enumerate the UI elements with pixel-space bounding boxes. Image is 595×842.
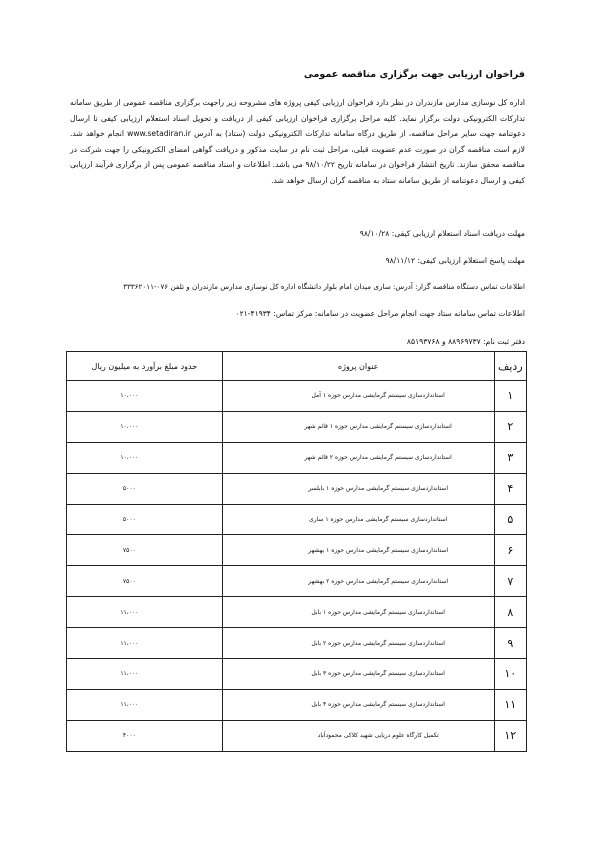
project-title: استانداردسازی سیستم گرمایشی مدارس حوزه ۱ بهشهر xyxy=(222,535,494,566)
table-header-row xyxy=(67,352,527,381)
project-title: استانداردسازی سیستم گرمایشی مدارس حوزه ۳ بابل xyxy=(222,659,494,690)
estimated-cost: ۱۱،۰۰۰ xyxy=(67,659,223,690)
project-title: استانداردسازی سیستم گرمایشی مدارس حوزه ۲ بابل xyxy=(222,628,494,659)
table-row xyxy=(67,381,527,412)
row-number: ۳ xyxy=(494,442,526,473)
row-number: ۴ xyxy=(494,473,526,504)
row-number: ۶ xyxy=(494,535,526,566)
row-number: ۵ xyxy=(494,504,526,535)
row-number: ۹ xyxy=(494,628,526,659)
row-number: ۱۲ xyxy=(494,720,526,751)
registration-office: دفتر ثبت نام: ۸۸۹۶۹۷۳۷ و ۸۵۱۹۳۷۶۸ xyxy=(406,337,525,346)
header-project-title: عنوان پروژه xyxy=(222,352,494,381)
estimated-cost: ۱۰،۰۰۰ xyxy=(67,442,223,473)
estimated-cost: ۷۵۰۰ xyxy=(67,566,223,597)
project-title: تکمیل کارگاه علوم دریایی شهید کلاکی محمودآباد xyxy=(222,720,494,751)
header-row-number: ردیف xyxy=(494,352,526,381)
table-body xyxy=(67,381,527,752)
row-number: ۲ xyxy=(494,411,526,442)
deadline-response: مهلت پاسخ استعلام ارزیابی کیفی: ۹۸/۱۱/۱۲ xyxy=(385,256,525,265)
table-row xyxy=(67,659,527,690)
header-estimated-cost: حدود مبلغ برآورد به میلیون ریال xyxy=(67,352,223,381)
project-title: استانداردسازی سیستم گرمایشی مدارس حوزه ۲ قائم شهر xyxy=(222,442,494,473)
table-row xyxy=(67,566,527,597)
contact-setad: اطلاعات تماس سامانه ستاد جهت انجام مراحل عضویت در سامانه: مرکز تماس: ۴۱۹۳۴-۰۲۱ xyxy=(235,309,525,318)
contact-organizer: اطلاعات تماس دستگاه مناقصه گزار: آدرس: ساری میدان امام بلوار دانشگاه اداره کل نوسازی مدارس مازندران و تلفن ۰۷۶-۳۳۳۶۲۰۱۱ xyxy=(123,282,525,291)
document-title: فراخوان ارزیابی جهت برگزاری مناقصه عمومی xyxy=(303,69,525,80)
table-row xyxy=(67,720,527,751)
table-row xyxy=(67,442,527,473)
estimated-cost: ۱۰،۰۰۰ xyxy=(67,381,223,412)
estimated-cost: ۴۰۰۰ xyxy=(67,720,223,751)
estimated-cost: ۱۱،۰۰۰ xyxy=(67,597,223,628)
table-row xyxy=(67,411,527,442)
table-row xyxy=(67,473,527,504)
table-row xyxy=(67,504,527,535)
estimated-cost: ۷۵۰۰ xyxy=(67,535,223,566)
project-title: استانداردسازی سیستم گرمایشی مدارس حوزه ۱ آمل xyxy=(222,381,494,412)
table-row xyxy=(67,628,527,659)
intro-paragraph: اداره کل نوسازی مدارس مازندران در نظر دارد فراخوان ارزیابی کیفی پروژه های مشروحه زیر راجهت برگزاری مناقصه عمومی از طریق سامانه تدارکات الکترونیکی دولت برگزار نماید. کلیه مراحل برگزاری فراخوان ارزیابی کیفی از دریافت و تحویل اسناد استعلام ارزیابی کیفی تا ارسال دعوتنامه جهت سایر مراحل مناقصه، از طریق درگاه سامانه تدارکات الکترونیکی دولت (ستاد) به آدرس www.setadiran.ir انجام خواهد شد. لازم است مناقصه گران در صورت عدم عضویت قبلی، مراحل ثبت نام در سایت مذکور و دریافت گواهی امضای الکترونیکی را جهت شرکت در مناقصه محقق سازند. تاریخ انتشار فراخوان در سامانه تاریخ ۹۸/۱۰/۲۲ می باشد. اطلاعات و اسناد مناقصه عمومی پس از برگزاری فرآیند ارزیابی کیفی و ارسال دعوتنامه از طریق سامانه ستاد به مناقصه گران ارسال خواهد شد. xyxy=(70,98,525,185)
project-title: استانداردسازی سیستم گرمایشی مدارس حوزه ۱ ساری xyxy=(222,504,494,535)
table-row xyxy=(67,535,527,566)
project-title: استانداردسازی سیستم گرمایشی مدارس حوزه ۱ بابل xyxy=(222,597,494,628)
project-title: استانداردسازی سیستم گرمایشی مدارس حوزه ۱ بابلسر xyxy=(222,473,494,504)
estimated-cost: ۱۰،۰۰۰ xyxy=(67,411,223,442)
table-row xyxy=(67,689,527,720)
project-title: استانداردسازی سیستم گرمایشی مدارس حوزه ۱ قائم شهر xyxy=(222,411,494,442)
project-title: استانداردسازی سیستم گرمایشی مدارس حوزه ۴ بابل xyxy=(222,689,494,720)
projects-table xyxy=(66,351,527,752)
estimated-cost: ۵۰۰۰ xyxy=(67,504,223,535)
row-number: ۱۰ xyxy=(494,659,526,690)
row-number: ۱۱ xyxy=(494,689,526,720)
deadline-receive: مهلت دریافت اسناد استعلام ارزیابی کیفی: ۹۸/۱۰/۲۸ xyxy=(359,229,525,238)
table-row xyxy=(67,597,527,628)
row-number: ۱ xyxy=(494,381,526,412)
estimated-cost: ۱۱،۰۰۰ xyxy=(67,628,223,659)
row-number: ۸ xyxy=(494,597,526,628)
project-title: استانداردسازی سیستم گرمایشی مدارس حوزه ۲ بهشهر xyxy=(222,566,494,597)
estimated-cost: ۵۰۰۰ xyxy=(67,473,223,504)
estimated-cost: ۱۱،۰۰۰ xyxy=(67,689,223,720)
row-number: ۷ xyxy=(494,566,526,597)
